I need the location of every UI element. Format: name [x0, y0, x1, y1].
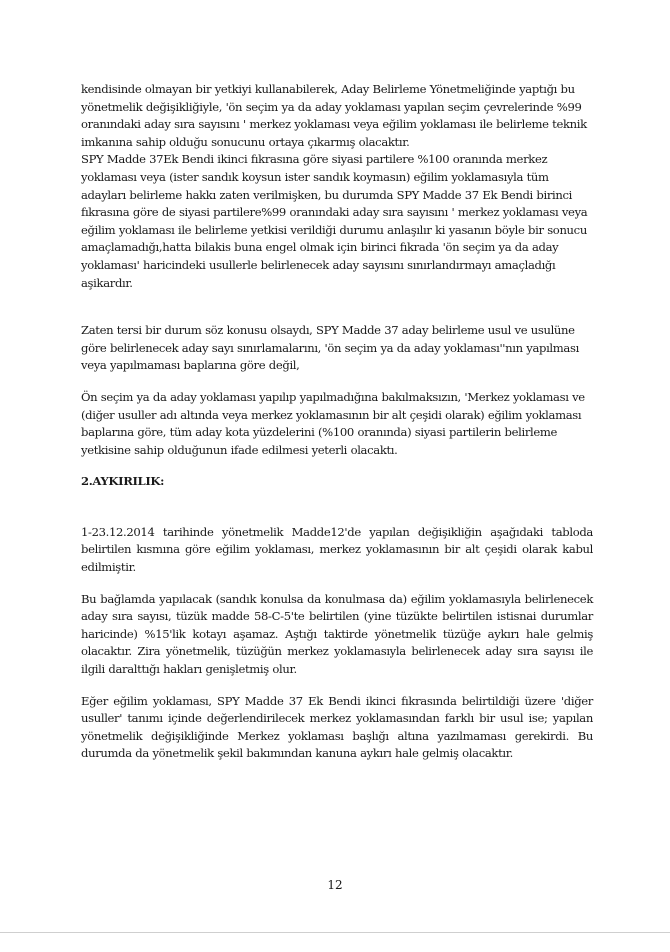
page-number: 12: [327, 878, 343, 892]
paragraph-1: kendisinde olmayan bir yetkiyi kullanabilerek, Aday Belirleme Yönetmeliğinde yaptığı bu yönetmelik değişikliğiyle, 'ön seçim ya da aday yoklaması yapılan seçim çevrelerinde %99 oranındaki aday sıra sayısını ' merkez yoklaması veya eğilim yoklaması ile belirleme teknik imkanına sahip olduğu sonucunu ortaya çıkarmış olacaktır.: [81, 82, 587, 149]
paragraph-2: SPY Madde 37Ek Bendi ikinci fıkrasına göre siyasi partilere %100 oranında merkez yoklaması veya (ister sandık koysun ister sandık koymasın) eğilim yoklamasıyla tüm adayları belirleme hakkı zaten verilmişken, bu durumda SPY Madde 37 Ek Bendi birinci fıkrasına göre de siyasi partilere%99 oranındaki aday sıra sayısını ' merkez yoklaması veya eğilim yoklaması ile belirleme yetkisi verildiği durumu anlaşılır ki yasanın böyle bir sonucu amaçlamadığı,hatta bilakis buna engel olmak için birinci fıkrada 'ön seçim ya da aday yoklaması' haricindeki usullerle belirlenecek aday sayısını sınırlandırmayı amaçladığı aşikardır.: [81, 152, 588, 290]
footer-divider: [0, 932, 670, 933]
paragraph-5: 1-23.12.2014 tarihinde yönetmelik Madde12'de yapılan değişikliğin aşağıdaki tabloda belirtilen kısmına göre eğilim yoklaması, merkez yoklamasının bir alt çeşidi olarak kabul edilmiştir.: [81, 524, 593, 575]
document-body: [81, 81, 593, 763]
section-heading: 2.AYKIRILIK:: [81, 474, 165, 489]
paragraph-3: Zaten tersi bir durum söz konusu olsaydı, SPY Madde 37 aday belirleme usul ve usulüne göre belirlenecek aday sayı sınırlamalarını, 'ön seçim ya da aday yoklaması''nın yapılması veya yapılmaması baplarına göre değil,: [81, 323, 579, 373]
paragraph-4: Ön seçim ya da aday yoklaması yapılıp yapılmadığına bakılmaksızın, 'Merkez yoklaması ve (diğer usuller adı altında veya merkez yoklamasının bir alt çeşidi olarak) eğilim yoklaması baplarına göre, tüm aday kota yüzdelerini (%100 oranında) siyasi partilerin belirleme yetkisine sahip olduğunun ifade edilmesi yeterli olacaktı.: [81, 389, 585, 457]
paragraph-7: Eğer eğilim yoklaması, SPY Madde 37 Ek Bendi ikinci fıkrasında belirtildiği üzere 'diğer usuller' tanımı içinde değerlendirilecek merkez yoklamasından farklı bir usul ise; yapılan yönetmelik değişikliğinde Merkez yoklaması başlığı altına yazılmaması gerekirdi. Bu durumda da yönetmelik şekil bakımından kanuna aykırı hale gelmiş olacaktır.: [81, 693, 593, 761]
paragraph-6: Bu bağlamda yapılacak (sandık konulsa da konulmasa da) eğilim yoklamasıyla belirlenecek aday sıra sayısı, tüzük madde 58-C-5'te belirtilen (yine tüzükte belirtilen istisnai durumlar haricinde) %15'lik kotayı aşamaz. Aştığı taktirde yönetmelik tüzüğe aykırı hale gelmiş olacaktır. Zira yönetmelik, tüzüğün merkez yoklamasıyla belirlenecek aday sıra sayısı ile ilgili daralttığı hakları genişletmiş olur.: [81, 591, 593, 677]
